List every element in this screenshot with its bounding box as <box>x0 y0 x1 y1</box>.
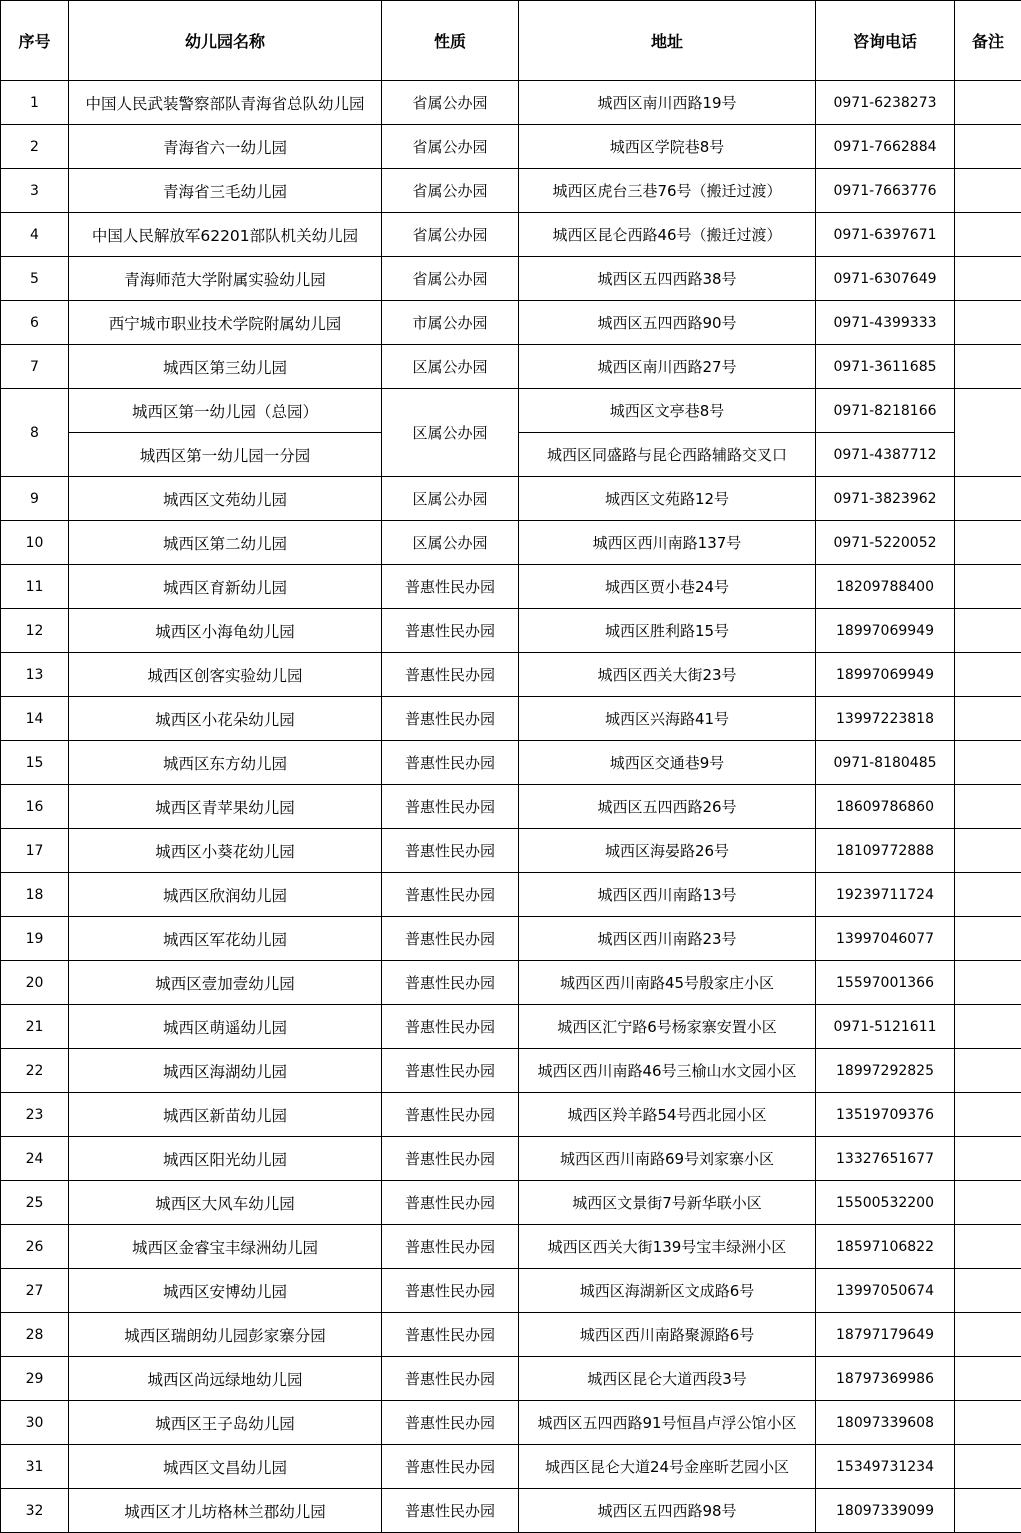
kindergarten-name: 青海省三毛幼儿园 <box>69 169 382 213</box>
kindergarten-phone: 0971-7663776 <box>816 169 955 213</box>
kindergarten-name: 城西区文苑幼儿园 <box>69 477 382 521</box>
row-number: 28 <box>1 1313 69 1357</box>
table-row <box>1 1401 1021 1445</box>
kindergarten-phone: 13997050674 <box>816 1269 955 1313</box>
table-row <box>1 873 1021 917</box>
row-number: 20 <box>1 961 69 1005</box>
kindergarten-phone: 18609786860 <box>816 785 955 829</box>
kindergarten-name: 城西区第三幼儿园 <box>69 345 382 389</box>
kindergarten-address: 城西区虎台三巷76号（搬迁过渡） <box>519 169 816 213</box>
kindergarten-phone: 19239711724 <box>816 873 955 917</box>
row-number: 7 <box>1 345 69 389</box>
kindergarten-phone: 0971-5121611 <box>816 1005 955 1049</box>
table-row <box>1 1225 1021 1269</box>
kindergarten-name: 城西区海湖幼儿园 <box>69 1049 382 1093</box>
kindergarten-note <box>955 1093 1021 1137</box>
kindergarten-note <box>955 1181 1021 1225</box>
kindergarten-address: 城西区昆仑大道24号金座昕艺园小区 <box>519 1445 816 1489</box>
table-row <box>1 1049 1021 1093</box>
kindergarten-name: 城西区第一幼儿园（总园） <box>69 389 382 433</box>
kindergarten-phone: 13327651677 <box>816 1137 955 1181</box>
kindergarten-note <box>955 1005 1021 1049</box>
kindergarten-note <box>955 1269 1021 1313</box>
kindergarten-address: 城西区贾小巷24号 <box>519 565 816 609</box>
kindergarten-note <box>955 169 1021 213</box>
row-number: 10 <box>1 521 69 565</box>
kindergarten-address: 城西区西关大街139号宝丰绿洲小区 <box>519 1225 816 1269</box>
kindergarten-name: 城西区小花朵幼儿园 <box>69 697 382 741</box>
table-row <box>1 257 1021 301</box>
kindergarten-name: 城西区尚远绿地幼儿园 <box>69 1357 382 1401</box>
kindergarten-name: 城西区小海龟幼儿园 <box>69 609 382 653</box>
kindergarten-phone: 0971-8180485 <box>816 741 955 785</box>
kindergarten-note <box>955 1049 1021 1093</box>
kindergarten-note <box>955 1225 1021 1269</box>
kindergarten-name: 城西区王子岛幼儿园 <box>69 1401 382 1445</box>
row-number: 25 <box>1 1181 69 1225</box>
table-row <box>1 389 1021 433</box>
kindergarten-phone: 0971-8218166 <box>816 389 955 433</box>
kindergarten-type: 普惠性民办园 <box>382 1137 519 1181</box>
kindergarten-address: 城西区交通巷9号 <box>519 741 816 785</box>
kindergarten-type: 普惠性民办园 <box>382 1049 519 1093</box>
table-body-bottom <box>1 477 1021 1533</box>
row-number: 29 <box>1 1357 69 1401</box>
kindergarten-phone: 0971-6238273 <box>816 81 955 125</box>
row-number: 15 <box>1 741 69 785</box>
kindergarten-address: 城西区文苑路12号 <box>519 477 816 521</box>
table-row <box>1 1137 1021 1181</box>
table-row <box>1 697 1021 741</box>
table-row <box>1 785 1021 829</box>
kindergarten-type: 区属公办园 <box>382 521 519 565</box>
kindergarten-type: 普惠性民办园 <box>382 1093 519 1137</box>
kindergarten-address: 城西区学院巷8号 <box>519 125 816 169</box>
kindergarten-address: 城西区昆仑西路46号（搬迁过渡） <box>519 213 816 257</box>
kindergarten-name: 城西区壹加壹幼儿园 <box>69 961 382 1005</box>
kindergarten-phone: 13997223818 <box>816 697 955 741</box>
kindergarten-name: 城西区文昌幼儿园 <box>69 1445 382 1489</box>
kindergarten-type: 普惠性民办园 <box>382 697 519 741</box>
row-number: 9 <box>1 477 69 521</box>
table-row <box>1 609 1021 653</box>
kindergarten-phone: 15597001366 <box>816 961 955 1005</box>
header-no: 序号 <box>1 1 69 81</box>
kindergarten-phone: 0971-3823962 <box>816 477 955 521</box>
table-body-top <box>1 81 1021 389</box>
table-row <box>1 1005 1021 1049</box>
table-row <box>1 565 1021 609</box>
kindergarten-name: 城西区欣润幼儿园 <box>69 873 382 917</box>
kindergarten-phone: 0971-5220052 <box>816 521 955 565</box>
kindergarten-note <box>955 873 1021 917</box>
kindergarten-type: 普惠性民办园 <box>382 917 519 961</box>
table-row <box>1 829 1021 873</box>
kindergarten-note <box>955 521 1021 565</box>
kindergarten-name: 城西区安博幼儿园 <box>69 1269 382 1313</box>
kindergarten-type: 普惠性民办园 <box>382 1357 519 1401</box>
kindergarten-note <box>955 609 1021 653</box>
kindergarten-phone: 18109772888 <box>816 829 955 873</box>
kindergarten-phone: 18209788400 <box>816 565 955 609</box>
kindergarten-type: 省属公办园 <box>382 257 519 301</box>
table-row <box>1 81 1021 125</box>
kindergarten-type: 普惠性民办园 <box>382 741 519 785</box>
row-number: 1 <box>1 81 69 125</box>
kindergarten-name: 中国人民武装警察部队青海省总队幼儿园 <box>69 81 382 125</box>
kindergarten-name: 青海师范大学附属实验幼儿园 <box>69 257 382 301</box>
kindergarten-type: 普惠性民办园 <box>382 653 519 697</box>
kindergarten-phone: 13519709376 <box>816 1093 955 1137</box>
kindergarten-phone: 18997292825 <box>816 1049 955 1093</box>
row-number: 4 <box>1 213 69 257</box>
kindergarten-address: 城西区海晏路26号 <box>519 829 816 873</box>
table-row <box>1 917 1021 961</box>
table-row <box>1 1093 1021 1137</box>
kindergarten-phone: 18997069949 <box>816 653 955 697</box>
table-row <box>1 961 1021 1005</box>
kindergarten-address: 城西区五四西路91号恒昌卢浮公馆小区 <box>519 1401 816 1445</box>
row-number: 8 <box>1 389 69 477</box>
row-number: 19 <box>1 917 69 961</box>
kindergarten-name: 城西区瑞朗幼儿园彭家寨分园 <box>69 1313 382 1357</box>
row-number: 5 <box>1 257 69 301</box>
header-address: 地址 <box>519 1 816 81</box>
row-number: 6 <box>1 301 69 345</box>
kindergarten-type: 普惠性民办园 <box>382 961 519 1005</box>
row-number: 32 <box>1 1489 69 1533</box>
kindergarten-address: 城西区西川南路45号殷家庄小区 <box>519 961 816 1005</box>
kindergarten-name: 西宁城市职业技术学院附属幼儿园 <box>69 301 382 345</box>
kindergarten-phone: 18597106822 <box>816 1225 955 1269</box>
kindergarten-address: 城西区五四西路90号 <box>519 301 816 345</box>
row-number: 22 <box>1 1049 69 1093</box>
kindergarten-address: 城西区西川南路46号三榆山水文园小区 <box>519 1049 816 1093</box>
kindergarten-name: 城西区军花幼儿园 <box>69 917 382 961</box>
table-row <box>1 521 1021 565</box>
row-number: 17 <box>1 829 69 873</box>
kindergarten-name: 城西区第一幼儿园一分园 <box>69 433 382 477</box>
kindergarten-note <box>955 81 1021 125</box>
kindergarten-address: 城西区西川南路聚源路6号 <box>519 1313 816 1357</box>
kindergarten-type: 省属公办园 <box>382 213 519 257</box>
kindergarten-address: 城西区汇宁路6号杨家寨安置小区 <box>519 1005 816 1049</box>
table-row <box>1 1489 1021 1533</box>
kindergarten-name: 城西区阳光幼儿园 <box>69 1137 382 1181</box>
kindergarten-name: 城西区新苗幼儿园 <box>69 1093 382 1137</box>
kindergarten-note <box>955 1313 1021 1357</box>
kindergarten-name: 城西区第二幼儿园 <box>69 521 382 565</box>
table-row <box>1 1313 1021 1357</box>
kindergarten-name: 城西区育新幼儿园 <box>69 565 382 609</box>
kindergarten-name: 城西区金睿宝丰绿洲幼儿园 <box>69 1225 382 1269</box>
table-row <box>1 213 1021 257</box>
table-row <box>1 1445 1021 1489</box>
kindergarten-phone: 0971-6397671 <box>816 213 955 257</box>
kindergarten-note <box>955 741 1021 785</box>
row-number: 16 <box>1 785 69 829</box>
kindergarten-name: 青海省六一幼儿园 <box>69 125 382 169</box>
kindergarten-note <box>955 257 1021 301</box>
kindergarten-name: 城西区小葵花幼儿园 <box>69 829 382 873</box>
kindergarten-phone: 18097339099 <box>816 1489 955 1533</box>
kindergarten-type: 普惠性民办园 <box>382 1313 519 1357</box>
kindergarten-phone: 18797179649 <box>816 1313 955 1357</box>
row-number: 13 <box>1 653 69 697</box>
kindergarten-type: 普惠性民办园 <box>382 785 519 829</box>
header-phone: 咨询电话 <box>816 1 955 81</box>
row-number: 30 <box>1 1401 69 1445</box>
table-row <box>1 345 1021 389</box>
kindergarten-type: 市属公办园 <box>382 301 519 345</box>
row-number: 11 <box>1 565 69 609</box>
kindergarten-address: 城西区昆仑大道西段3号 <box>519 1357 816 1401</box>
table-row <box>1 653 1021 697</box>
kindergarten-note <box>955 829 1021 873</box>
kindergarten-type: 普惠性民办园 <box>382 1401 519 1445</box>
row-number: 26 <box>1 1225 69 1269</box>
kindergarten-name: 城西区才儿坊格林兰郡幼儿园 <box>69 1489 382 1533</box>
kindergarten-type: 区属公办园 <box>382 389 519 477</box>
kindergarten-type: 普惠性民办园 <box>382 1269 519 1313</box>
row-number: 3 <box>1 169 69 213</box>
kindergarten-phone: 0971-4399333 <box>816 301 955 345</box>
kindergarten-address: 城西区文亭巷8号 <box>519 389 816 433</box>
kindergarten-name: 城西区创客实验幼儿园 <box>69 653 382 697</box>
kindergarten-address: 城西区西川南路69号刘家寨小区 <box>519 1137 816 1181</box>
kindergarten-type: 区属公办园 <box>382 477 519 521</box>
kindergarten-address: 城西区西关大街23号 <box>519 653 816 697</box>
kindergarten-address: 城西区南川西路19号 <box>519 81 816 125</box>
kindergarten-address: 城西区五四西路98号 <box>519 1489 816 1533</box>
header-name: 幼儿园名称 <box>69 1 382 81</box>
row-number: 12 <box>1 609 69 653</box>
table-row <box>1 741 1021 785</box>
kindergarten-note <box>955 785 1021 829</box>
kindergarten-note <box>955 389 1021 477</box>
kindergarten-address: 城西区西川南路137号 <box>519 521 816 565</box>
kindergarten-address: 城西区文景街7号新华联小区 <box>519 1181 816 1225</box>
kindergarten-type: 省属公办园 <box>382 125 519 169</box>
row-number: 24 <box>1 1137 69 1181</box>
kindergarten-type: 普惠性民办园 <box>382 829 519 873</box>
kindergarten-type: 普惠性民办园 <box>382 1181 519 1225</box>
kindergarten-address: 城西区五四西路26号 <box>519 785 816 829</box>
kindergarten-phone: 15500532200 <box>816 1181 955 1225</box>
kindergarten-phone: 15349731234 <box>816 1445 955 1489</box>
kindergarten-note <box>955 477 1021 521</box>
kindergarten-note <box>955 1401 1021 1445</box>
kindergarten-type: 普惠性民办园 <box>382 565 519 609</box>
kindergarten-note <box>955 125 1021 169</box>
kindergarten-address: 城西区羚羊路54号西北园小区 <box>519 1093 816 1137</box>
kindergarten-name: 城西区萌遥幼儿园 <box>69 1005 382 1049</box>
kindergarten-note <box>955 653 1021 697</box>
header-row <box>1 1 1021 81</box>
kindergarten-phone: 13997046077 <box>816 917 955 961</box>
kindergarten-phone: 18997069949 <box>816 609 955 653</box>
kindergarten-phone: 18097339608 <box>816 1401 955 1445</box>
kindergarten-type: 普惠性民办园 <box>382 1445 519 1489</box>
kindergarten-note <box>955 301 1021 345</box>
kindergarten-address: 城西区胜利路15号 <box>519 609 816 653</box>
row-number: 31 <box>1 1445 69 1489</box>
table-row <box>1 1357 1021 1401</box>
kindergarten-note <box>955 345 1021 389</box>
kindergarten-name: 中国人民解放军62201部队机关幼儿园 <box>69 213 382 257</box>
kindergarten-note <box>955 1445 1021 1489</box>
row-number: 14 <box>1 697 69 741</box>
kindergarten-note <box>955 697 1021 741</box>
kindergarten-note <box>955 1489 1021 1533</box>
row-number: 23 <box>1 1093 69 1137</box>
kindergarten-type: 普惠性民办园 <box>382 873 519 917</box>
kindergarten-type: 普惠性民办园 <box>382 1005 519 1049</box>
kindergarten-type: 区属公办园 <box>382 345 519 389</box>
kindergarten-note <box>955 917 1021 961</box>
kindergarten-phone: 0971-7662884 <box>816 125 955 169</box>
kindergarten-name: 城西区青苹果幼儿园 <box>69 785 382 829</box>
table-row <box>1 1181 1021 1225</box>
kindergarten-type: 省属公办园 <box>382 169 519 213</box>
table-row <box>1 301 1021 345</box>
table-row <box>1 169 1021 213</box>
table-body-row8 <box>1 389 1021 477</box>
row-number: 27 <box>1 1269 69 1313</box>
kindergarten-phone: 0971-4387712 <box>816 433 955 477</box>
row-number: 18 <box>1 873 69 917</box>
kindergarten-address: 城西区西川南路13号 <box>519 873 816 917</box>
kindergarten-phone: 0971-3611685 <box>816 345 955 389</box>
kindergarten-type: 省属公办园 <box>382 81 519 125</box>
kindergarten-address: 城西区五四西路38号 <box>519 257 816 301</box>
header-note: 备注 <box>955 1 1021 81</box>
kindergarten-address: 城西区海湖新区文成路6号 <box>519 1269 816 1313</box>
kindergarten-note <box>955 961 1021 1005</box>
kindergarten-address: 城西区西川南路23号 <box>519 917 816 961</box>
row-number: 21 <box>1 1005 69 1049</box>
kindergarten-address: 城西区兴海路41号 <box>519 697 816 741</box>
kindergarten-address: 城西区同盛路与昆仑西路辅路交叉口 <box>519 433 816 477</box>
kindergarten-note <box>955 565 1021 609</box>
kindergarten-phone: 0971-6307649 <box>816 257 955 301</box>
table-row <box>1 1269 1021 1313</box>
kindergarten-note <box>955 1137 1021 1181</box>
kindergarten-name: 城西区大风车幼儿园 <box>69 1181 382 1225</box>
kindergarten-note <box>955 213 1021 257</box>
row-number: 2 <box>1 125 69 169</box>
table-row <box>1 477 1021 521</box>
kindergarten-type: 普惠性民办园 <box>382 609 519 653</box>
kindergarten-note <box>955 1357 1021 1401</box>
kindergarten-type: 普惠性民办园 <box>382 1225 519 1269</box>
kindergarten-name: 城西区东方幼儿园 <box>69 741 382 785</box>
kindergarten-address: 城西区南川西路27号 <box>519 345 816 389</box>
header-type: 性质 <box>382 1 519 81</box>
table-row <box>1 125 1021 169</box>
kindergarten-phone: 18797369986 <box>816 1357 955 1401</box>
kindergarten-type: 普惠性民办园 <box>382 1489 519 1533</box>
